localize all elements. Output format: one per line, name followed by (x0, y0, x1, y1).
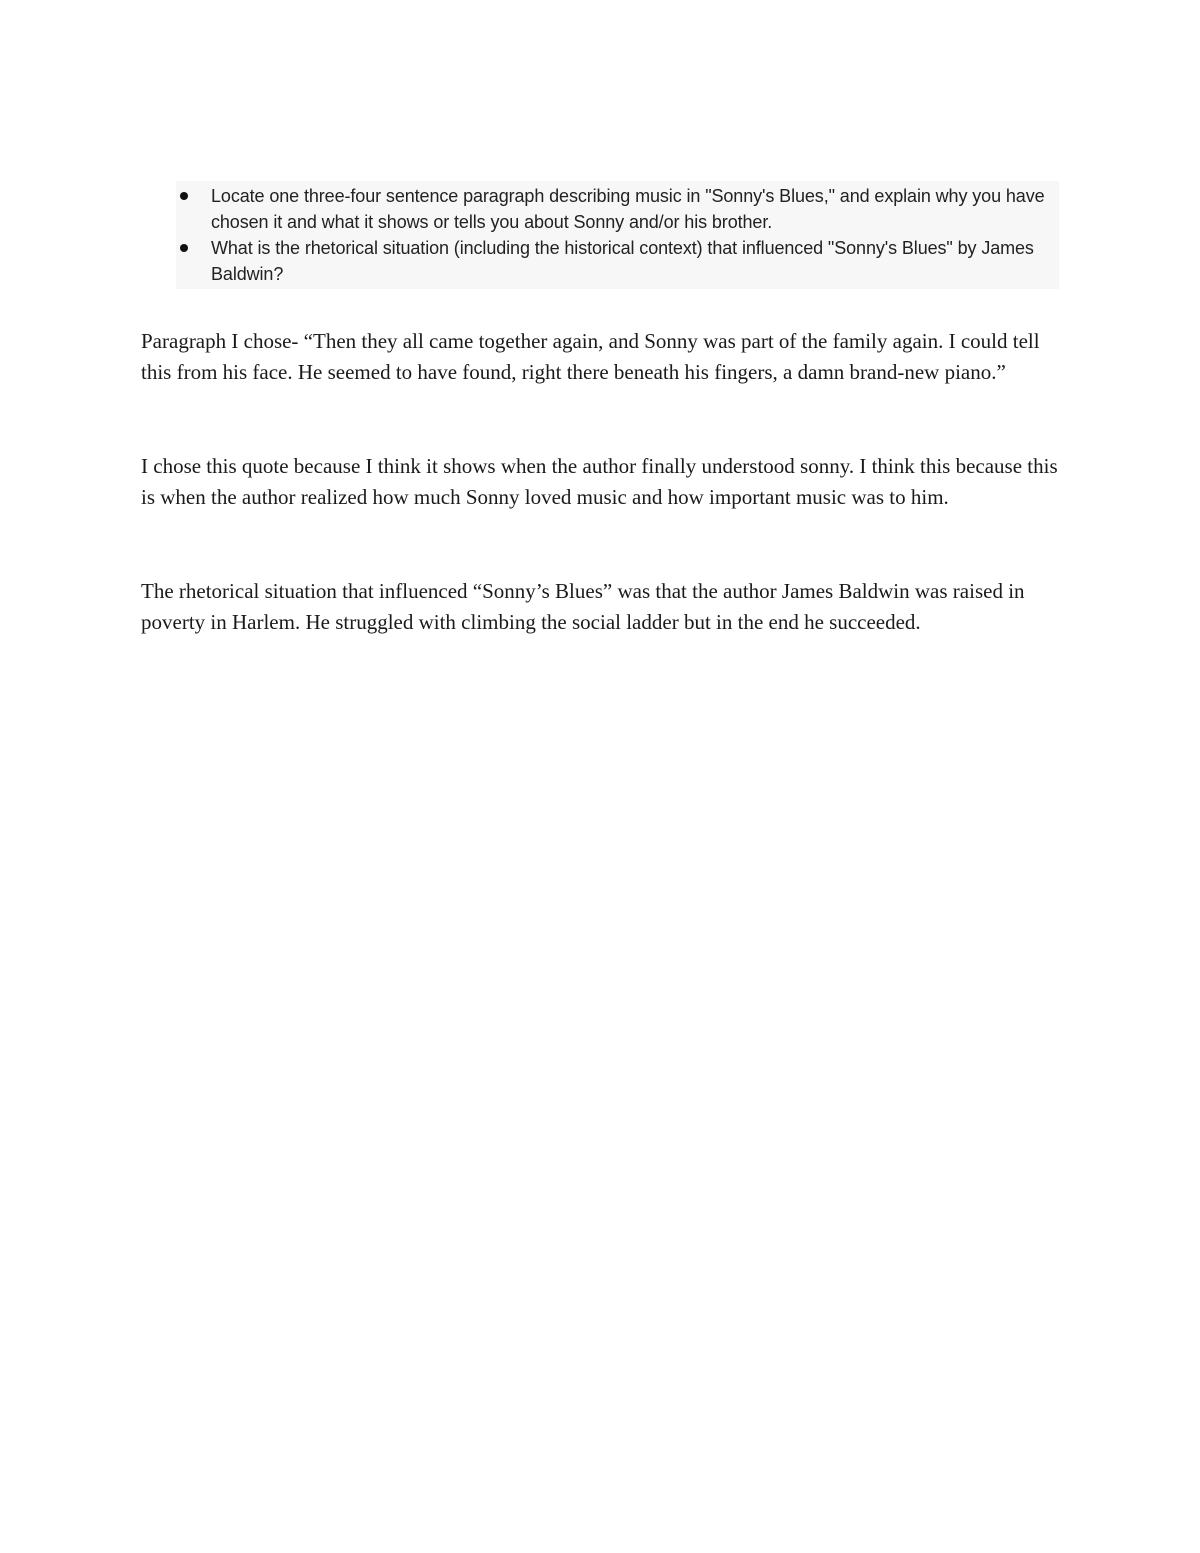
prompt-text: Locate one three-four sentence paragraph describing music in "Sonny's Blues," and explain why you have chosen it and what it shows or tells you about Sonny and/or his brother. (211, 186, 1045, 232)
prompt-text: What is the rhetorical situation (including the historical context) that influenced "Sonny's Blues" by James Baldwin? (211, 238, 1034, 284)
bullet-dot-icon (180, 192, 188, 200)
prompt-item-music-paragraph (176, 183, 1059, 235)
answer-paragraph-rhetorical-situation: The rhetorical situation that influenced “Sonny’s Blues” was that the author James Baldwin was raised in poverty in Harlem. He struggled with climbing the social ladder but in the end he succeeded. (141, 579, 1025, 634)
prompt-list (176, 183, 1059, 287)
bullet-dot-icon (180, 244, 188, 252)
answer-paragraph-explanation: I chose this quote because I think it shows when the author finally understood sonny. I think this because this is when the author realized how much Sonny loved music and how important music was to him. (141, 454, 1058, 509)
answer-paragraph-quote: Paragraph I chose- “Then they all came together again, and Sonny was part of the family again. I could tell this from his face. He seemed to have found, right there beneath his fingers, a damn brand-new piano.” (141, 329, 1040, 384)
assignment-prompt-box (176, 181, 1059, 289)
prompt-item-rhetorical-situation (176, 235, 1059, 287)
